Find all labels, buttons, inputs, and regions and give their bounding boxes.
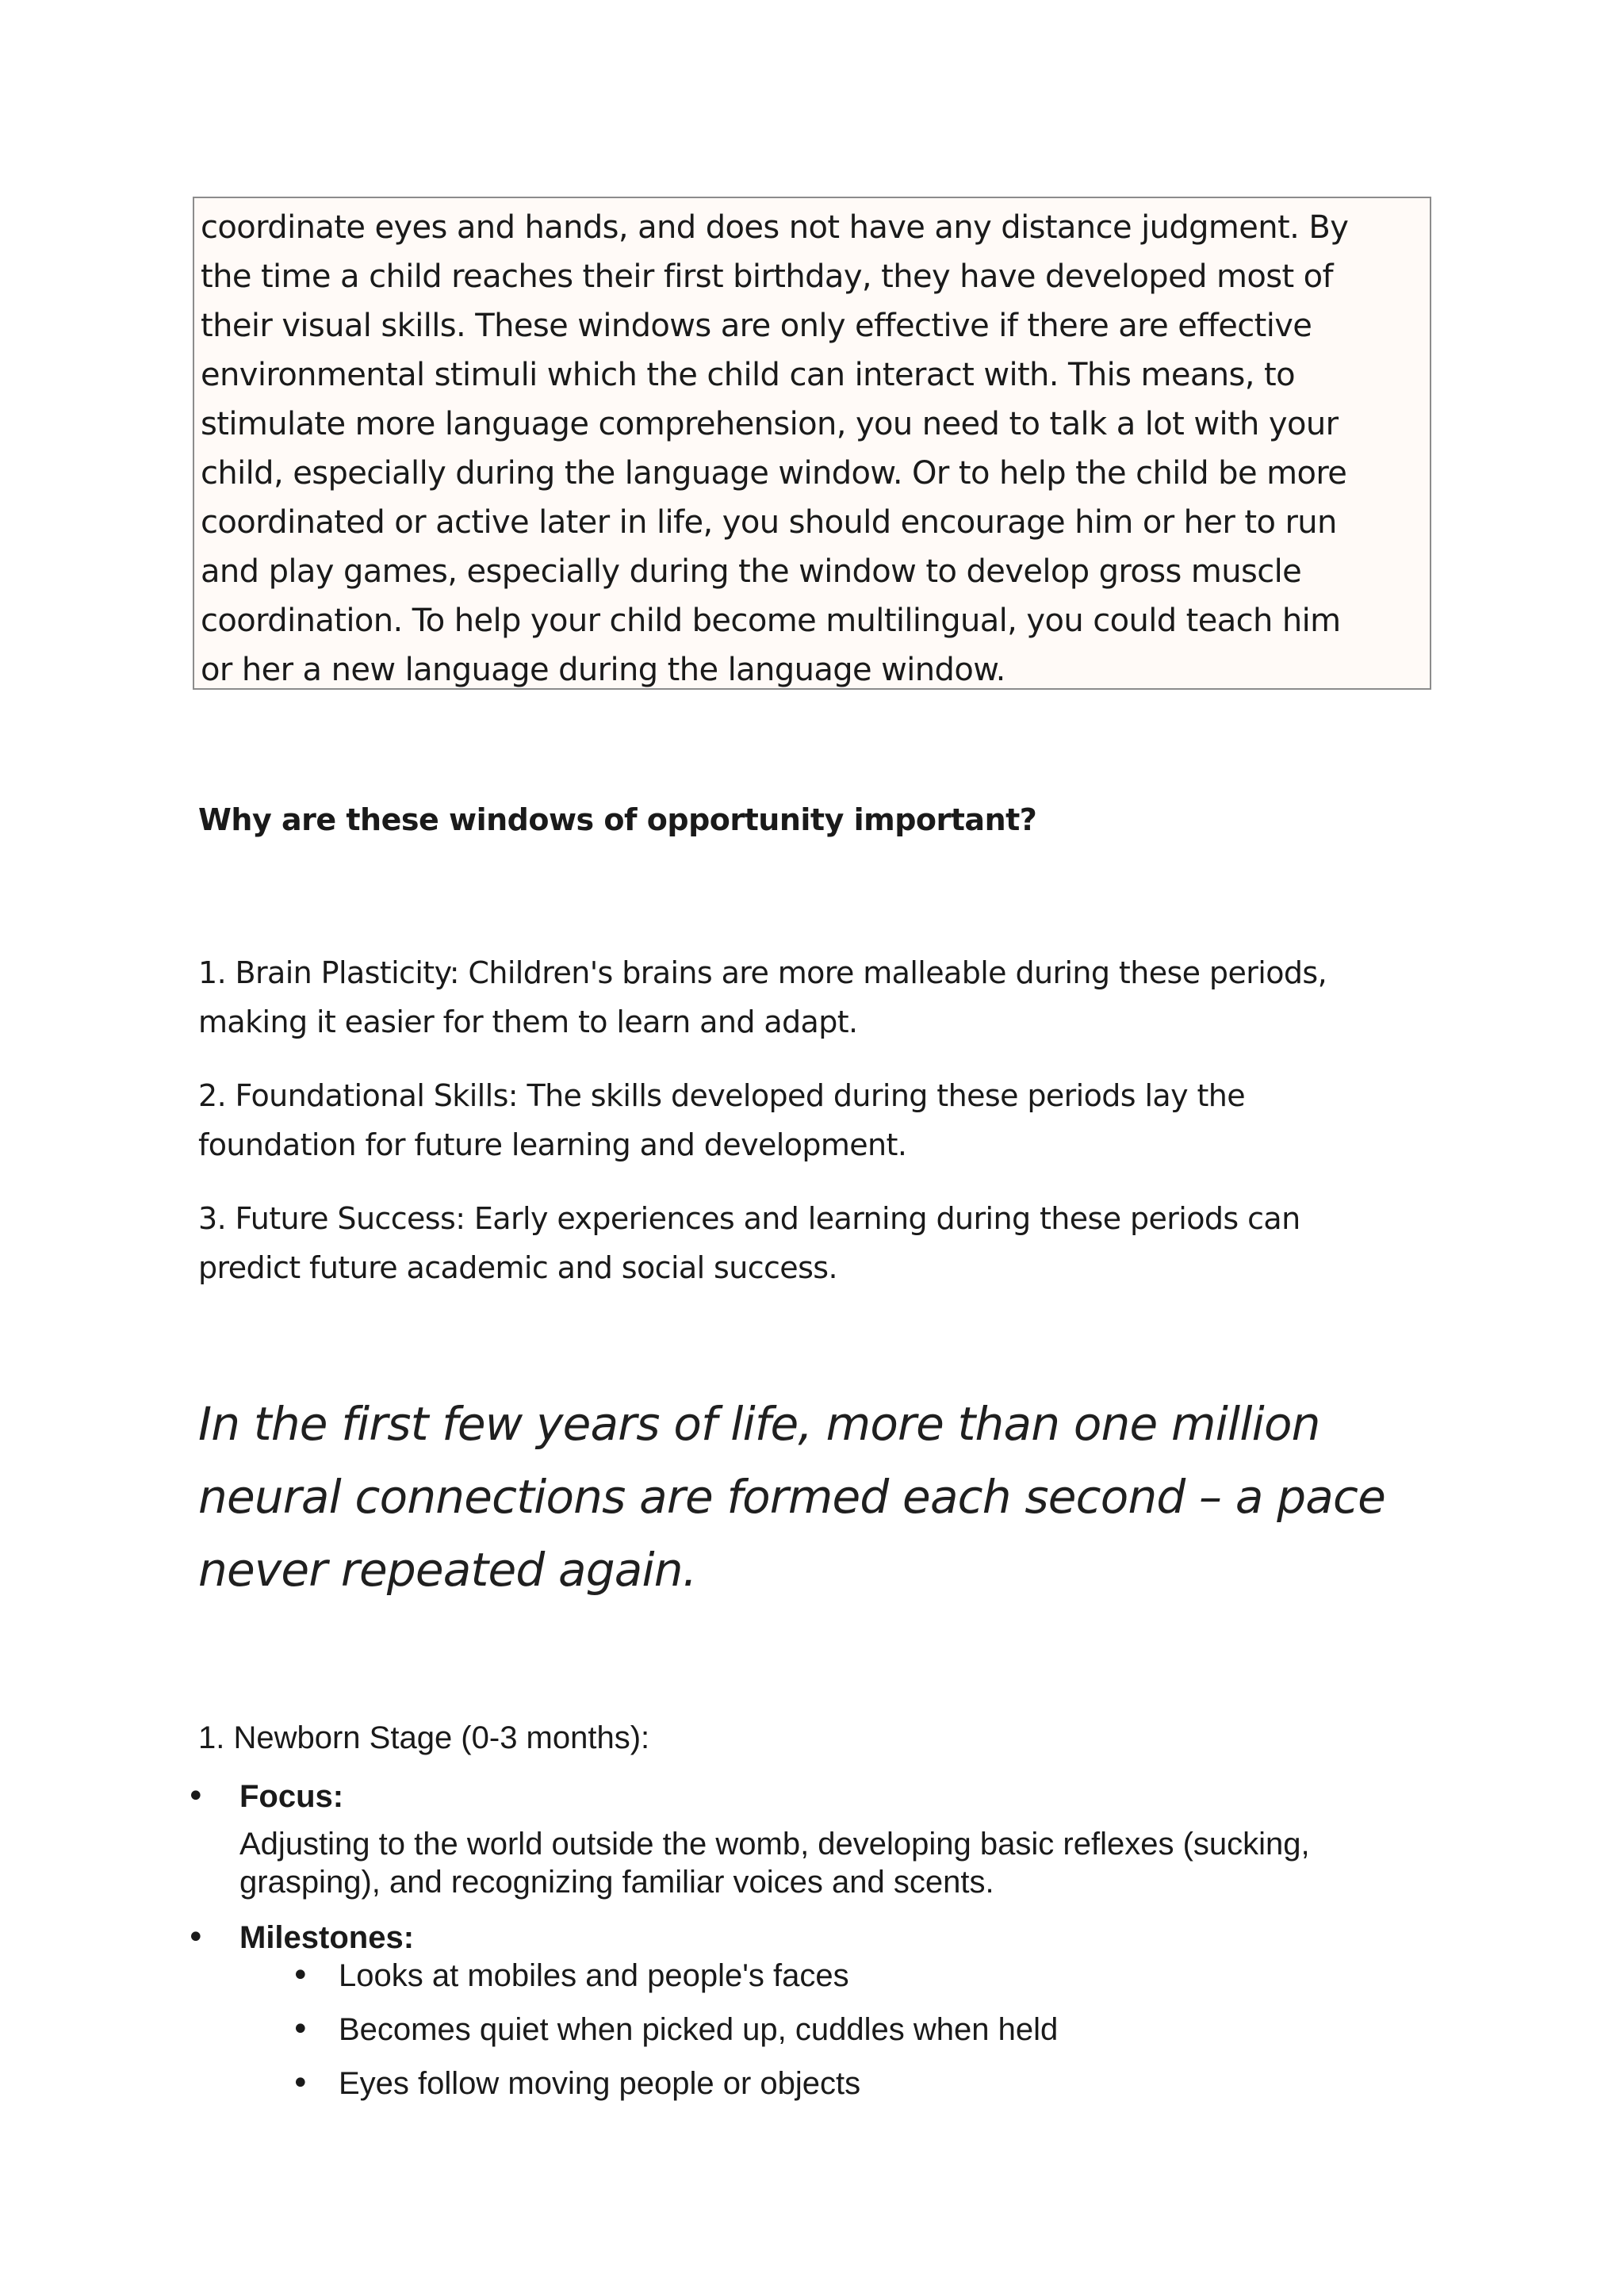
milestones-label: Milestones: (239, 1920, 415, 1955)
quote-line: In the first few years of life, more than one million (198, 1397, 1320, 1451)
reason-line: 1. Brain Plasticity: Children's brains are more malleable during these periods, (198, 955, 1327, 990)
box-line: coordinate eyes and hands, and does not have any distance judgment. By (201, 209, 1349, 246)
highlighted-text-box (193, 197, 1431, 690)
box-line: child, especially during the language window. Or to help the child be more (201, 455, 1347, 492)
reason-item (198, 1194, 1435, 1292)
quote-line: never repeated again. (198, 1543, 697, 1597)
box-line: or her a new language during the language window. (201, 652, 1005, 688)
box-line: and play games, especially during the window to develop gross muscle (201, 553, 1302, 590)
bullet-icon: • (186, 1778, 205, 1815)
reasons-list (198, 948, 1435, 1317)
focus-label: Focus: (239, 1779, 344, 1814)
milestone-text: Becomes quiet when picked up, cuddles when held (339, 2012, 1059, 2047)
stage-title: 1. Newborn Stage (0-3 months): (198, 1720, 650, 1755)
pull-quote (198, 1387, 1467, 1606)
milestones-list (239, 1957, 1467, 2103)
reason-item (198, 1071, 1435, 1169)
list-item (239, 2064, 1467, 2103)
bullet-icon: • (186, 1919, 205, 1956)
focus-line: Adjusting to the world outside the womb, developing basic reflexes (sucking, (239, 1827, 1310, 1862)
box-line: coordinated or active later in life, you should encourage him or her to run (201, 504, 1337, 541)
box-line: coordination. To help your child become multilingual, you could teach him (201, 603, 1341, 639)
bullet-icon: • (291, 2065, 310, 2102)
list-item (239, 2011, 1467, 2049)
list-item (239, 1957, 1467, 1995)
reason-line: 3. Future Success: Early experiences and learning during these periods can (198, 1201, 1300, 1236)
milestone-text: Looks at mobiles and people's faces (339, 1958, 849, 1993)
reason-line: predict future academic and social success. (198, 1250, 837, 1285)
reason-line: making it easier for them to learn and adapt. (198, 1004, 858, 1039)
list-item-milestones (186, 1919, 1467, 2103)
box-line: their visual skills. These windows are only effective if there are effective (201, 308, 1312, 344)
reason-item (198, 948, 1435, 1047)
section-heading: Why are these windows of opportunity important? (198, 802, 1037, 837)
focus-description (239, 1825, 1429, 1901)
newborn-stage-section (186, 1719, 1467, 2118)
bullet-icon: • (291, 1957, 310, 1994)
quote-line: neural connections are formed each second – a pace (198, 1470, 1386, 1524)
stage-details-list (186, 1777, 1467, 2103)
focus-line: grasping), and recognizing familiar voices and scents. (239, 1865, 994, 1900)
bullet-icon: • (291, 2011, 310, 2048)
list-item-focus (186, 1777, 1467, 1901)
reason-line: foundation for future learning and development. (198, 1127, 907, 1162)
box-line: environmental stimuli which the child can interact with. This means, to (201, 357, 1295, 393)
milestone-text: Eyes follow moving people or objects (339, 2066, 861, 2101)
box-line: stimulate more language comprehension, you need to talk a lot with your (201, 406, 1339, 442)
reason-line: 2. Foundational Skills: The skills developed during these periods lay the (198, 1078, 1246, 1113)
box-line: the time a child reaches their first birthday, they have developed most of (201, 258, 1334, 295)
